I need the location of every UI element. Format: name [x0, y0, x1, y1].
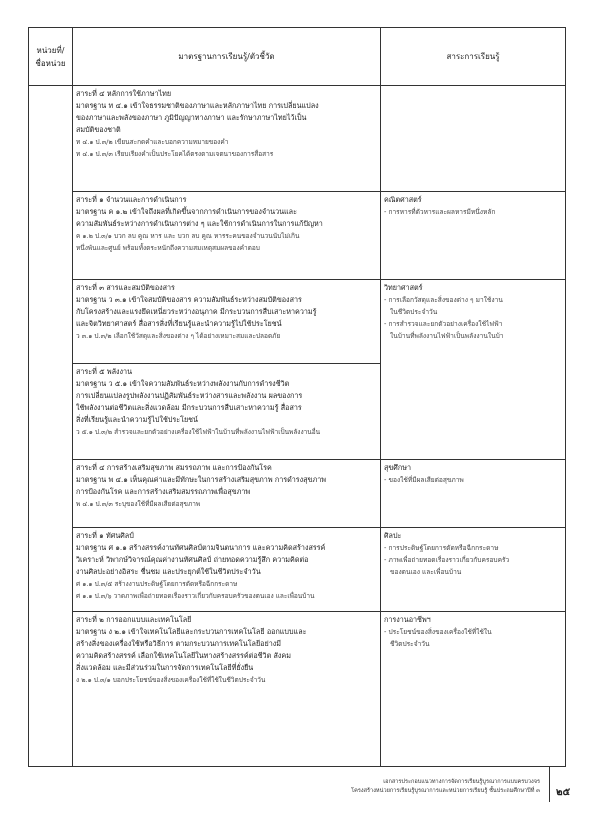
content-cell — [381, 280, 566, 460]
footer-divider — [549, 766, 550, 802]
unit-cell — [29, 86, 73, 767]
content-item: - ประโยชน์ของสิ่งของเครื่องใช้ที่ใช้ใน — [384, 628, 492, 636]
table-header-row — [29, 28, 566, 86]
indicator-line: ศ ๑.๑ ป.๓/๖ วาดภาพเพื่อถ่ายทอดเรื่องราวเกี่ยวกับครอบครัวของตนเอง และเพื่อนบ้าน — [76, 592, 315, 600]
indicator-line: ค ๑.๒ ป.๓/๑ บวก ลบ คูณ หาร และ บวก ลบ คูณ หารระคนของจำนวนนับไม่เกิน — [76, 232, 300, 240]
standard-line: กับโครงสร้างและแรงยึดเหนี่ยวระหว่างอนุภาค มีกระบวนการสืบเสาะหาความรู้ — [76, 307, 317, 316]
table-row — [29, 86, 566, 192]
standard-line: มาตรฐาน ศ ๑.๑ สร้างสรรค์งานทัศนศิลป์ตามจินตนาการ และความคิดสร้างสรรค์ — [76, 543, 326, 552]
page-number: ๒๕ — [556, 787, 571, 798]
strand-title: สาระที่ ๔ การสร้างเสริมสุขภาพ สมรรถภาพ และการป้องกันโรค — [76, 463, 272, 472]
standards-cell — [73, 86, 381, 192]
content-item: ในบ้านที่พลังงานไฟฟ้าเป็นพลังงานในบ้า — [390, 332, 504, 340]
page-footer — [240, 778, 540, 796]
content-cell — [381, 612, 566, 767]
table-row — [29, 280, 566, 364]
standards-cell — [73, 612, 381, 767]
standard-line: มาตรฐาน ท ๔.๑ เข้าใจธรรมชาติของภาษาและหลักภาษาไทย การเปลี่ยนแปลง — [76, 101, 319, 110]
subject-name: สุขศึกษา — [384, 463, 411, 472]
table-row — [29, 192, 566, 280]
content-item: ชีวิตประจำวัน — [390, 640, 430, 648]
standards-cell — [73, 280, 381, 364]
header-unit-line1: หน่วยที่/ — [36, 45, 65, 55]
indicator-line: ท ๔.๑ ป.๓/๓ เรียบเรียงคำเป็นประโยคได้ตรงตามเจตนาของการสื่อสาร — [76, 150, 274, 158]
footer-line2: โครงสร้างหน่วยการเรียนรู้บูรณาการและหน่วยการเรียนรู้ ชั้นประถมศึกษาปีที่ ๓ — [351, 788, 540, 794]
standard-line: ความสัมพันธ์ระหว่างการดำเนินการต่าง ๆ และใช้การดำเนินการในการแก้ปัญหา — [76, 219, 323, 228]
curriculum-table — [28, 27, 566, 767]
header-content: สาระการเรียนรู้ — [381, 28, 566, 86]
standard-line: สร้างสิ่งของเครื่องใช้หรือวิธีการ ตามกระบวนการเทคโนโลยีอย่างมี — [76, 639, 281, 648]
standard-line: ความคิดสร้างสรรค์ เลือกใช้เทคโนโลยีในทางสร้างสรรค์ต่อชีวิต สังคม — [76, 651, 291, 660]
content-cell — [381, 528, 566, 612]
standard-line: งานศิลปะอย่างอิสระ ชื่นชม และประยุกต์ใช้ในชีวิตประจำวัน — [76, 567, 261, 576]
strand-title: สาระที่ ๓ สารและสมบัติของสาร — [76, 283, 175, 292]
content-item: - การเลือกวัสดุและสิ่งของต่าง ๆ มาใช้งาน — [384, 296, 503, 304]
content-item: - การสำรวจและยกตัวอย่างเครื่องใช้ไฟฟ้า — [384, 320, 503, 328]
standard-line: ใช้พลังงานต่อชีวิตและสิ่งแวดล้อม มีกระบวนการสืบเสาะหาความรู้ สื่อสาร — [76, 403, 302, 412]
standard-line: สิ่งแวดล้อม และมีส่วนร่วมในการจัดการเทคโนโลยีที่ยั่งยืน — [76, 663, 254, 672]
content-item: - ของใช้ที่มีผลเสียต่อสุขภาพ — [384, 476, 464, 484]
header-unit — [29, 28, 73, 86]
content-cell — [381, 86, 566, 192]
content-item: - การหารที่ตัวหารและผลหารมีหนึ่งหลัก — [384, 208, 496, 216]
subject-name: การงานอาชีพฯ — [384, 615, 431, 624]
content-cell — [381, 192, 566, 280]
content-item: - การประดิษฐ์โดยการตัดหรือฉีกกระดาษ — [384, 544, 499, 552]
standard-line: มาตรฐาน พ ๔.๑ เห็นคุณค่าและมีทักษะในการสร้างเสริมสุขภาพ การดำรงสุขภาพ — [76, 475, 326, 484]
standards-cell — [73, 364, 381, 460]
indicator-line: พ ๔.๑ ป.๓/๓ ระบุของใช้ที่มีผลเสียต่อสุขภาพ — [76, 500, 201, 508]
table-row — [29, 528, 566, 612]
content-item: ของตนเอง และเพื่อนบ้าน — [390, 568, 462, 576]
strand-title: สาระที่ ๕ พลังงาน — [76, 367, 133, 376]
content-cell — [381, 460, 566, 528]
standard-line: มาตรฐาน ง ๒.๑ เข้าใจเทคโนโลยีและกระบวนการเทคโนโลยี ออกแบบและ — [76, 627, 307, 636]
standard-line: สิ่งที่เรียนรู้และนำความรู้ไปใช้ประโยชน์ — [76, 415, 198, 424]
header-standards: มาตรฐานการเรียนรู้/ตัวชี้วัด — [73, 28, 381, 86]
strand-title: สาระที่ ๑ จำนวนและการดำเนินการ — [76, 195, 187, 204]
indicator-line: ง ๒.๑ ป.๓/๑ บอกประโยชน์ของสิ่งของเครื่องใช้ที่ใช้ในชีวิตประจำวัน — [76, 676, 266, 684]
subject-name: วิทยาศาสตร์ — [384, 283, 423, 292]
strand-title: สาระที่ ๔ หลักการใช้ภาษาไทย — [76, 89, 172, 98]
standard-line: มาตรฐาน ว ๕.๑ เข้าใจความสัมพันธ์ระหว่างพลังงานกับการดำรงชีวิต — [76, 379, 290, 388]
subject-name: คณิตศาสตร์ — [384, 195, 422, 204]
standards-cell — [73, 528, 381, 612]
standard-line: วิเคราะห์ วิพากษ์วิจารณ์คุณค่างานทัศนศิลป์ ถ่ายทอดความรู้สึก ความคิดต่อ — [76, 555, 309, 564]
indicator-line: ว ๕.๑ ป.๓/๒ สำรวจและยกตัวอย่างเครื่องใช้ไฟฟ้าในบ้านที่พลังงานไฟฟ้าเป็นพลังงานอื่น — [76, 428, 321, 436]
table-row — [29, 612, 566, 767]
indicator-line: หนึ่งพันและศูนย์ พร้อมทั้งตระหนักถึงความสมเหตุสมผลของคำตอบ — [76, 244, 260, 252]
standard-line: มาตรฐาน ค ๑.๒ เข้าใจถึงผลที่เกิดขึ้นจากการดำเนินการของจำนวนและ — [76, 207, 297, 216]
footer-line1: เอกสารประกอบแนวทางการจัดการเรียนรู้บูรณาการแบบครบวงจร — [383, 779, 540, 785]
subject-name: ศิลปะ — [384, 531, 402, 540]
indicator-line: ว ๓.๑ ป.๓/๒ เลือกใช้วัสดุและสิ่งของต่าง ๆ ได้อย่างเหมาะสมและปลอดภัย — [76, 332, 281, 340]
indicator-line: ศ ๑.๑ ป.๓/๕ สร้างงานประดิษฐ์โดยการตัดหรือฉีกกระดาษ — [76, 580, 238, 588]
strand-title: สาระที่ ๒ การออกแบบและเทคโนโลยี — [76, 615, 192, 624]
strand-title: สาระที่ ๑ ทัศนศิลป์ — [76, 531, 134, 540]
standard-line: และจิตวิทยาศาสตร์ สื่อสารสิ่งที่เรียนรู้และนำความรู้ไปใช้ประโยชน์ — [76, 319, 282, 328]
standard-line: มาตรฐาน ว ๓.๑ เข้าใจสมบัติของสาร ความสัมพันธ์ระหว่างสมบัติของสาร — [76, 295, 302, 304]
content-item: ในชีวิตประจำวัน — [390, 308, 438, 316]
table-row — [29, 460, 566, 528]
standard-line: การป้องกันโรค และการสร้างเสริมสมรรถภาพเพื่อสุขภาพ — [76, 487, 251, 496]
header-unit-line2: ชื่อหน่วย — [35, 58, 66, 68]
content-item: - ภาพเพื่อถ่ายทอดเรื่องราวเกี่ยวกับครอบครัว — [384, 556, 510, 564]
indicator-line: ท ๔.๑ ป.๓/๒ เขียนสะกดคำและบอกความหมายของคำ — [76, 138, 229, 146]
standards-cell — [73, 192, 381, 280]
standard-line: การเปลี่ยนแปลงรูปพลังงานปฏิสัมพันธ์ระหว่างสารและพลังงาน ผลของการ — [76, 391, 303, 400]
standards-cell — [73, 460, 381, 528]
standard-line: สมบัติของชาติ — [76, 125, 121, 134]
standard-line: ของภาษาและพลังของภาษา ภูมิปัญญาทางภาษา และรักษาภาษาไทยไว้เป็น — [76, 113, 307, 122]
